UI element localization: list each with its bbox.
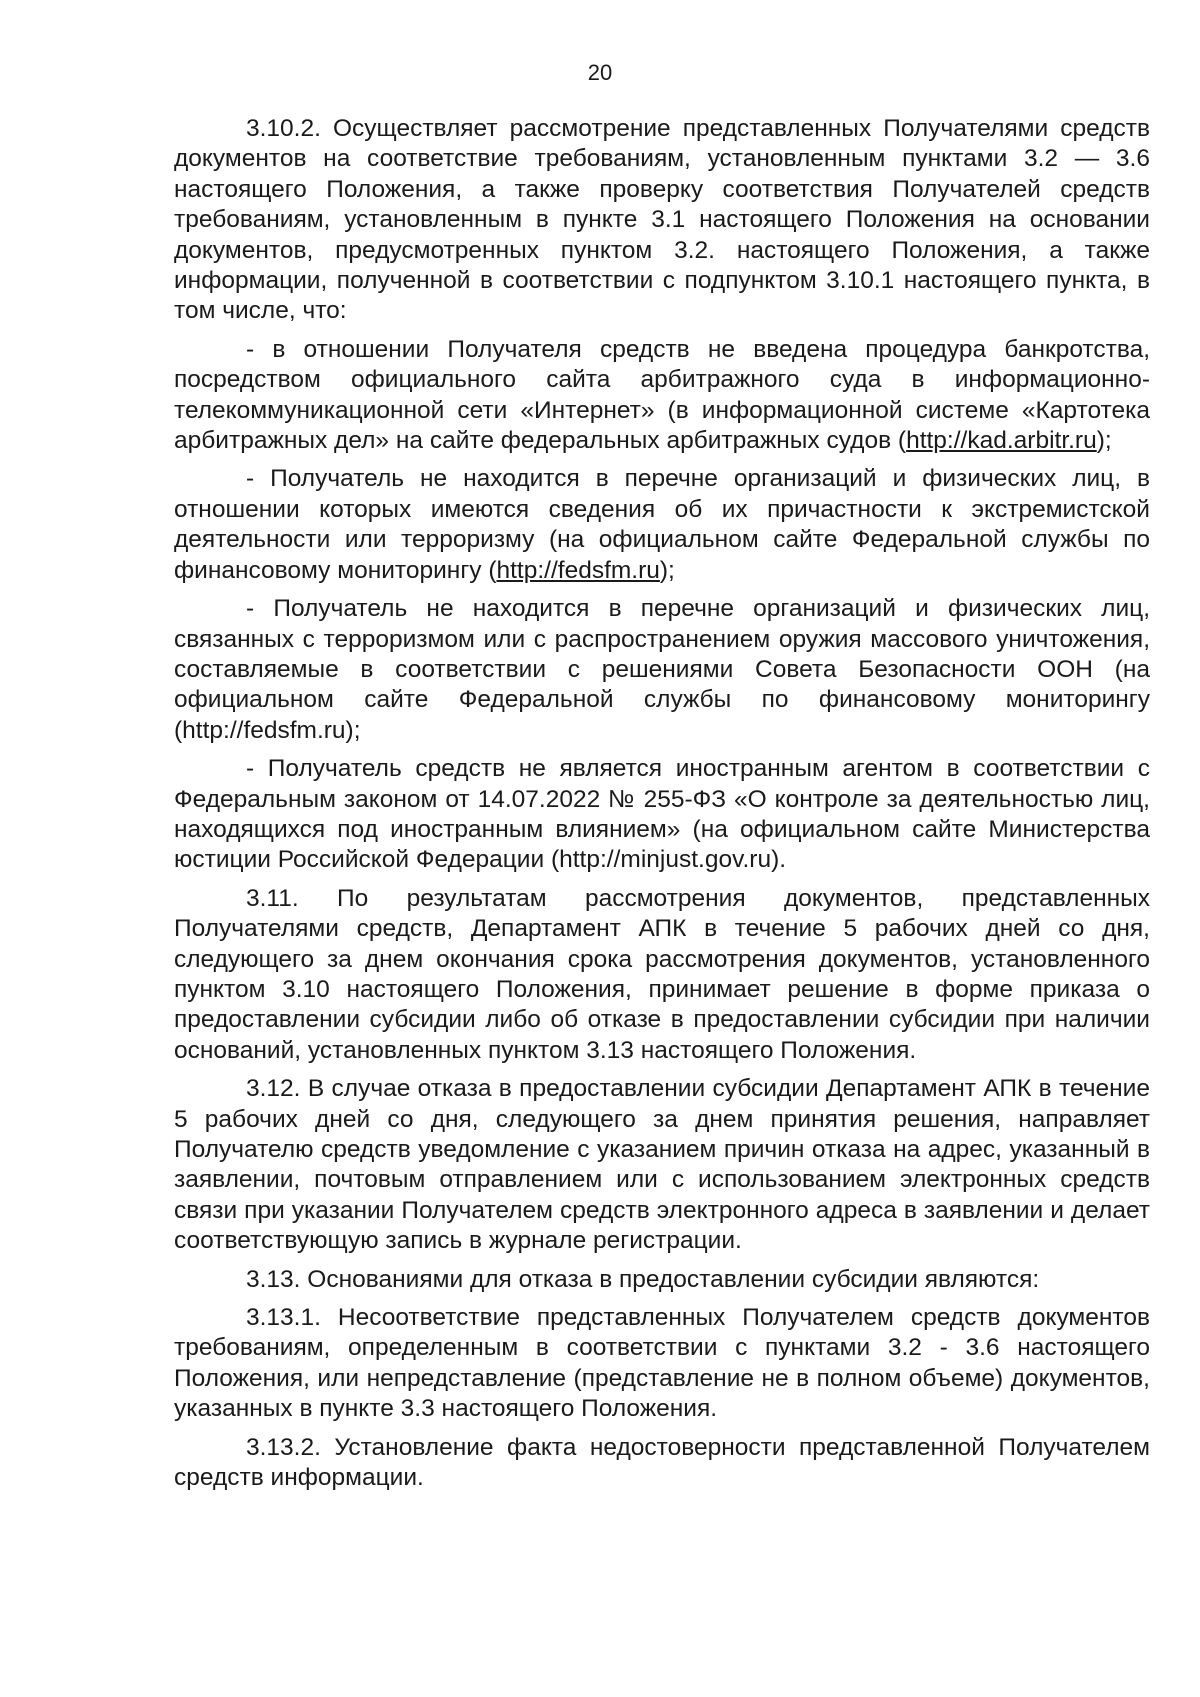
paragraph-3-13-1: 3.13.1. Несоответствие представленных Получателем средств документов требованиям, определенным в соответствии с пунктами 3.2 - 3.6 настоящего Положения, или непредставление (представление не в полном объеме) документов, указанных в пункте 3.3 настоящего Положения. [174,1304,1150,1423]
paragraph-text: - Получатель не находится в перечне организаций и физических лиц, в отношении которых имеются сведения об их причастности к экстремистской деятельности или терроризму (на официальном сайте Федеральной службы по финансовому мониторингу ( [174,465,1150,584]
paragraph-extremism-check [174,464,1150,586]
paragraph-3-13-2: 3.13.2. Установление факта недостоверности представленной Получателем средств информации. [174,1433,1150,1492]
paragraph-text: ); [659,556,675,584]
paragraph-bankruptcy-check [174,335,1150,457]
paragraph-3-11: 3.11. По результатам рассмотрения документов, представленных Получателями средств, Департамент АПК в течение 5 рабочих дней со дня, следующего за днем окончания срока рассмотрения документов, установленного пунктом 3.10 настоящего Положения, принимает решение в форме приказа о предоставлении субсидии либо об отказе в предоставлении субсидии при наличии оснований, установленных пунктом 3.13 настоящего Положения. [174,884,1150,1064]
paragraph-text: - в отношении Получателя средств не введена процедура банкротства, посредством официального сайта арбитражного суда в информационно-телекоммуникационной сети «Интернет» (в информационной системе «Картотека арбитражных дел» на сайте федеральных арбитражных судов ( [174,335,1150,455]
paragraph-foreign-agent-check: - Получатель средств не является иностранным агентом в соответствии с Федеральным законом от 14.07.2022 № 255-ФЗ «О контроле за деятельностью лиц, находящихся под иностранным влиянием» (на официальном сайте Министерства юстиции Российской Федерации (http://minjust.gov.ru). [174,755,1150,874]
paragraph-3-12: 3.12. В случае отказа в предоставлении субсидии Департамент АПК в течение 5 рабочих дней со дня, следующего за днем принятия решения, направляет Получателю средств уведомление с указанием причин отказа на адрес, указанный в заявлении, почтовым отправлением или с использованием электронных средств связи при указании Получателем средств электронного адреса в заявлении и делает соответствующую запись в журнале регистрации. [174,1075,1150,1255]
paragraph-terrorism-wmd-check: - Получатель не находится в перечне организаций и физических лиц, связанных с терроризмом или с распространением оружия массового уничтожения, составляемые в соответствии с решениями Совета Безопасности ООН (на официальном сайте Федеральной службы по финансовому мониторингу (http://fedsfm.ru); [174,595,1150,744]
paragraph-text: ); [1096,427,1112,455]
kad-arbitr-link[interactable]: http://kad.arbitr.ru [906,427,1097,455]
page-number: 20 [587,60,613,85]
paragraph-3-13: 3.13. Основаниями для отказа в предоставлении субсидии являются: [246,1265,1040,1293]
paragraph-3-10-2: 3.10.2. Осуществляет рассмотрение представленных Получателями средств документов на соответствие требованиям, установленным пунктами 3.2 — 3.6 настоящего Положения, а также проверку соответствия Получателей средств требованиям, установленным в пункте 3.1 настоящего Положения на основании документов, предусмотренных пунктом 3.2. настоящего Положения, а также информации, полученной в соответствии с подпунктом 3.10.1 настоящего пункта, в том числе, что: [174,115,1150,325]
fedsfm-link[interactable]: http://fedsfm.ru [496,556,660,584]
document-body [174,114,1150,1501]
